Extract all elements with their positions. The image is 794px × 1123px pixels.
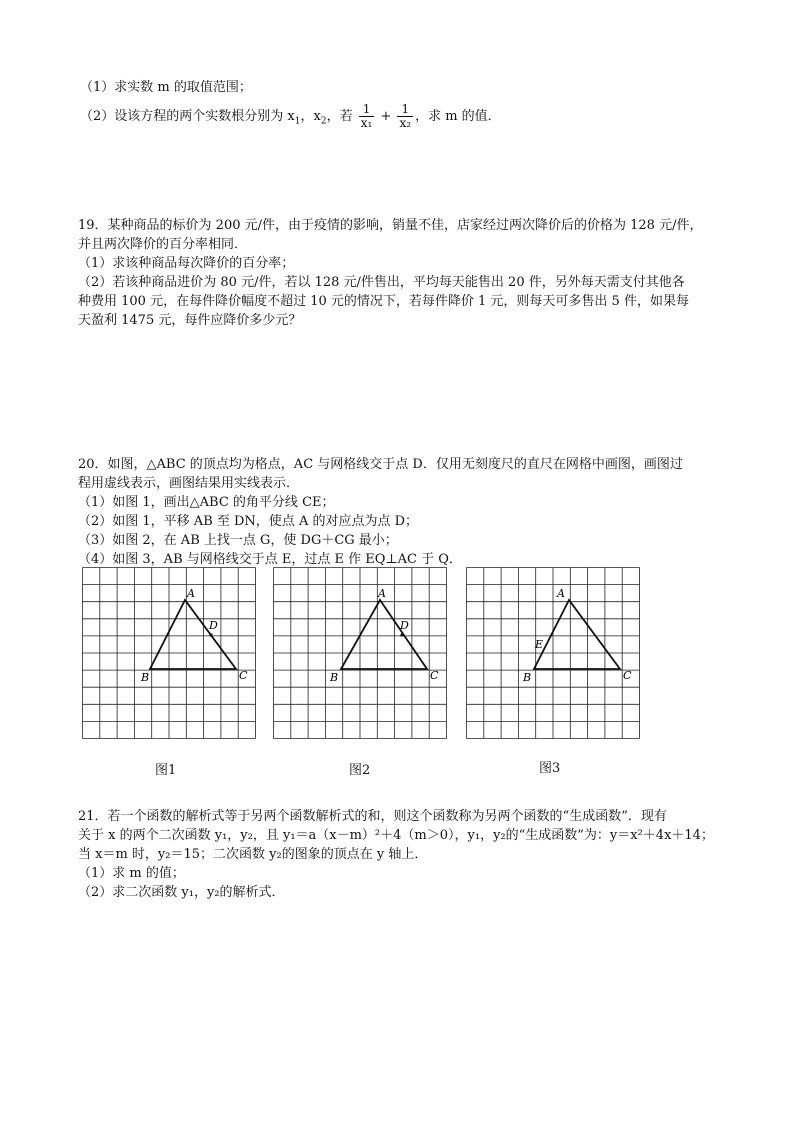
q19-line4: （2）若该种商品进价为 80 元/件，若以 128 元/件售出，平均每天能售出 20 件，另外每天需支付其他各: [78, 275, 685, 290]
label-d: D: [400, 619, 409, 632]
triangle-abc: [534, 600, 620, 669]
q18-sub2: 2: [320, 116, 327, 127]
q18-part2-mid: ，x: [300, 109, 321, 124]
label-b: B: [330, 671, 339, 684]
grid-lines: [83, 568, 256, 739]
q18-plus-sign: +: [380, 109, 392, 124]
q19-line5: 种费用 100 元，在每件降价幅度不超过 10 元的情况下，若每件降价 1 元，则每天可多售出 5 件，如果每: [78, 294, 689, 309]
q18-part2: [80, 103, 501, 132]
grid-lines: [274, 568, 447, 739]
q21-line3: 当 x＝m 时，y₂＝15；二次函数 y₂的图象的顶点在 y 轴上．: [78, 847, 428, 862]
q20-line5: （3）如图 2，在 AB 上找一点 G，使 DG＋CG 最小；: [78, 533, 398, 548]
q19-line2: 并且两次降价的百分率相同．: [78, 237, 248, 252]
point-d: [400, 633, 403, 636]
grid-lines: [467, 568, 640, 739]
q19-line1: 19．某种商品的标价为 200 元/件，由于疫情的影响，销量不佳，店家经过两次降价后的价格为 128 元/件，: [78, 218, 703, 233]
q20-line6: （4）如图 3，AB 与网格线交于点 E，过点 E 作 EQ⊥AC 于 Q．: [78, 552, 462, 567]
q21-line4: （1）求 m 的值；: [78, 866, 185, 881]
q18-frac1-denominator: x₁: [360, 116, 373, 130]
q18-frac1-numerator: 1: [359, 103, 375, 117]
q20-line2: 程用虚线表示，画图结果用实线表示．: [78, 476, 300, 491]
triangle-abc: [341, 600, 427, 669]
label-a: A: [557, 587, 565, 600]
label-c: C: [239, 669, 248, 682]
q18-fraction-2: [397, 103, 413, 130]
q19-line3: （1）求该种商品每次降价的百分率；: [78, 256, 295, 271]
q20-line1: 20．如图，△ABC 的顶点均为格点，AC 与网格线交于点 D．仅用无刻度尺的直尺在网格中画图，画图过: [78, 457, 683, 472]
figure-3-caption: 图3: [539, 761, 561, 776]
q18-frac2-denominator: x₂: [399, 116, 412, 130]
q19-line6: 天盈利 1475 元，每件应降价多少元？: [78, 313, 302, 328]
label-d: D: [209, 619, 218, 632]
label-a: A: [378, 587, 386, 600]
label-c: C: [430, 669, 439, 682]
q18-part2-if: ，若: [326, 109, 353, 124]
label-b: B: [523, 671, 532, 684]
label-e: E: [535, 638, 544, 651]
q18-frac2-numerator: 1: [397, 103, 413, 117]
q21-line1: 21．若一个函数的解析式等于另两个函数解析式的和，则这个函数称为另两个函数的“生成函数”．现有: [78, 809, 667, 824]
figure-2-grid: [272, 566, 448, 740]
figure-1-grid: [81, 566, 257, 740]
point-d: [209, 633, 212, 636]
q20-line3: （1）如图 1，画出△ABC 的角平分线 CE；: [78, 495, 335, 510]
label-a: A: [187, 587, 195, 600]
q18-part2-suffix: ，求 m 的值．: [415, 109, 501, 124]
figure-2-caption: 图2: [349, 763, 371, 778]
q21-line5: （2）求二次函数 y₁，y₂的解析式．: [78, 885, 285, 900]
figure-3-grid: [465, 566, 641, 740]
q20-line4: （2）如图 1，平移 AB 至 DN，使点 A 的对应点为点 D；: [78, 514, 419, 529]
q18-part1: （1）求实数 m 的取值范围；: [80, 80, 252, 95]
label-b: B: [141, 671, 150, 684]
q18-fraction-1: [359, 103, 375, 130]
label-c: C: [623, 669, 632, 682]
q18-part2-prefix: （2）设该方程的两个实数根分别为 x: [80, 109, 295, 124]
triangle-abc: [150, 600, 236, 669]
q21-line2: 关于 x 的两个二次函数 y₁，y₂，且 y₁＝a（x－m）²＋4（m＞0），y₁，y₂的“生成函数”为：y＝x²＋4x＋14；: [78, 828, 714, 843]
q18-sub1: 1: [294, 116, 301, 127]
figure-1-caption: 图1: [155, 763, 177, 778]
